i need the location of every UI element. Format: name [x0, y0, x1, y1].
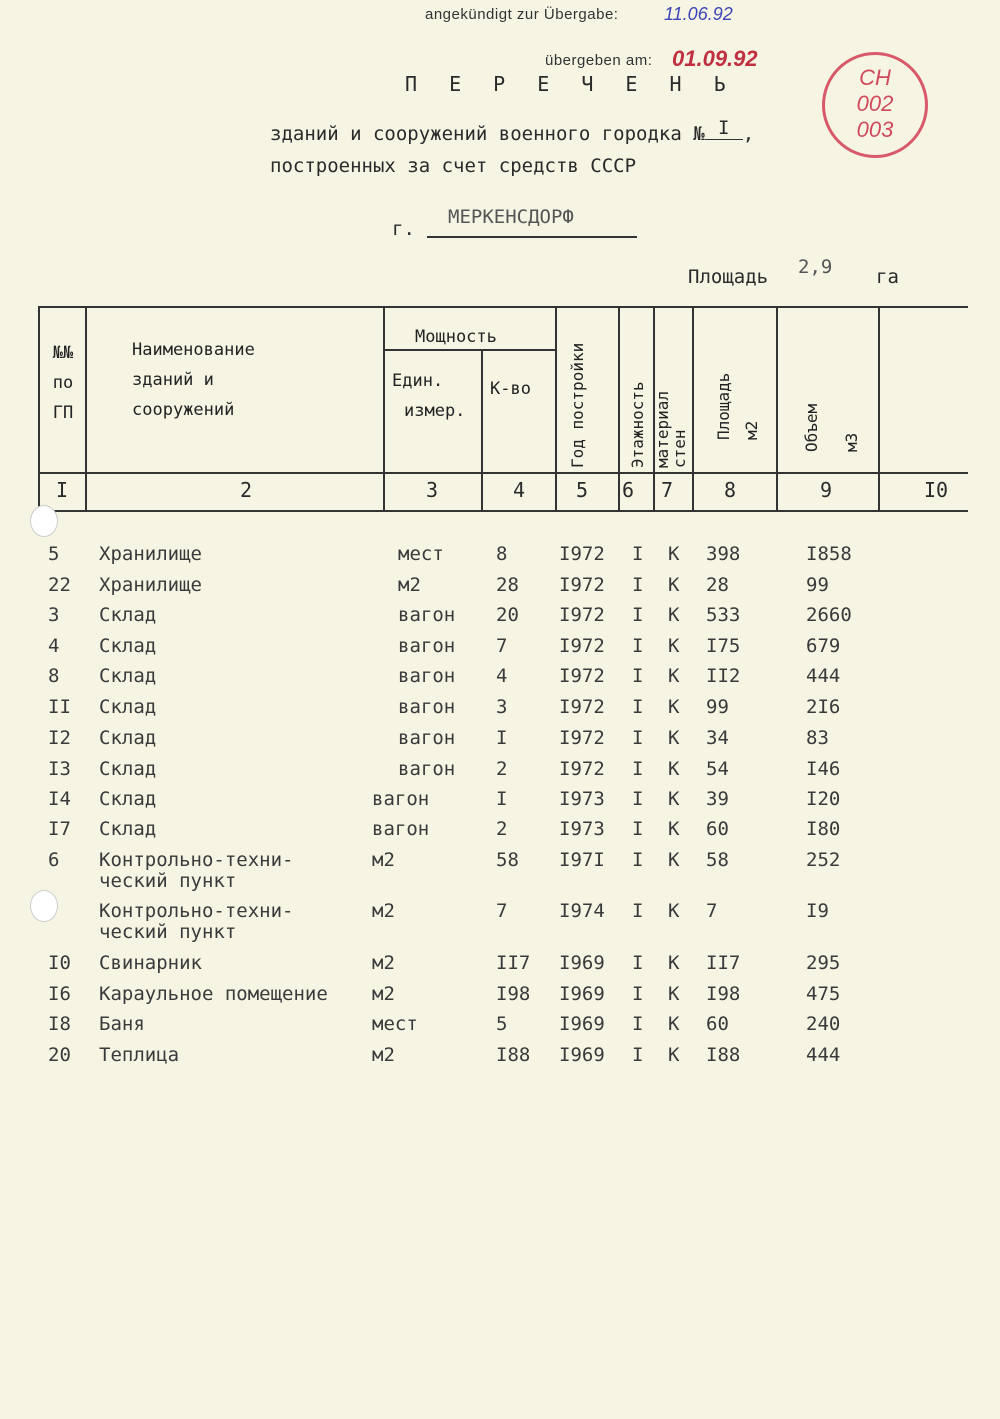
cell-unit: м2	[398, 574, 421, 596]
cell-year: I972	[559, 574, 605, 596]
title-line-1-suffix: ,	[742, 123, 755, 145]
cell-no: I0	[48, 952, 71, 974]
cell-unit: мест	[398, 543, 444, 565]
col-border-8	[776, 306, 778, 512]
cell-no: I7	[48, 818, 71, 840]
announced-date: 11.06.92	[664, 4, 733, 24]
cell-year: I969	[559, 952, 605, 974]
cell-name: Склад	[99, 665, 157, 687]
archive-seal	[822, 52, 928, 158]
cell-area: I88	[706, 1044, 741, 1066]
cell-qty: 7	[496, 900, 508, 922]
cell-mat: К	[668, 900, 680, 922]
cell-unit: вагон	[398, 727, 456, 749]
cell-vol: I9	[806, 900, 829, 922]
cell-area: 60	[706, 1013, 729, 1035]
cell-floors: I	[632, 1013, 644, 1035]
cell-qty: 2	[496, 758, 508, 780]
cell-area: I98	[706, 983, 741, 1005]
table-row	[0, 849, 1000, 892]
colnum-3: 3	[426, 478, 439, 502]
cell-mat: К	[668, 788, 680, 810]
cell-floors: I	[632, 1044, 644, 1066]
cell-unit: вагон	[398, 665, 456, 687]
cell-year: I969	[559, 1013, 605, 1035]
area-unit: га	[876, 266, 899, 288]
cell-area: 54	[706, 758, 729, 780]
cell-vol: I46	[806, 758, 841, 780]
header-col5: Год постройки	[568, 342, 587, 468]
cell-year: I974	[559, 900, 605, 922]
cell-unit: м2	[372, 983, 395, 1005]
colnum-6: 6	[622, 478, 635, 502]
cell-name: Контрольно-техни-	[99, 900, 294, 922]
cell-mat: К	[668, 665, 680, 687]
cell-area: 39	[706, 788, 729, 810]
cell-qty: 7	[496, 635, 508, 657]
cell-year: I97I	[559, 849, 605, 871]
cell-mat: К	[668, 849, 680, 871]
cell-area: 7	[706, 900, 718, 922]
cell-name: Караульное помещение	[99, 983, 328, 1005]
table-row	[0, 1013, 1000, 1041]
table-row	[0, 952, 1000, 980]
cell-year: I972	[559, 635, 605, 657]
col-border-7	[692, 306, 694, 512]
announced-label: angekündigt zur Übergabe:	[425, 6, 619, 23]
colnum-9: 9	[820, 478, 833, 502]
cell-area: 398	[706, 543, 741, 565]
cell-unit: мест	[372, 1013, 418, 1035]
table-row	[0, 758, 1000, 786]
header-col7-line2: стен	[670, 429, 689, 468]
cell-vol: 240	[806, 1013, 841, 1035]
cell-name: Склад	[99, 758, 157, 780]
cell-qty: 8	[496, 543, 508, 565]
cell-area: 34	[706, 727, 729, 749]
cell-vol: 295	[806, 952, 841, 974]
city-underline	[427, 236, 637, 238]
cell-year: I973	[559, 788, 605, 810]
cell-mat: К	[668, 727, 680, 749]
table-row	[0, 727, 1000, 755]
cell-year: I973	[559, 818, 605, 840]
col-border-2	[383, 306, 385, 512]
cell-no: I8	[48, 1013, 71, 1035]
table-row	[0, 543, 1000, 571]
cell-floors: I	[632, 849, 644, 871]
handed-label: übergeben am:	[545, 52, 653, 69]
header-col8-line1: Площадь	[714, 372, 733, 440]
table-row	[0, 604, 1000, 632]
colnum-10: I0	[924, 478, 949, 502]
cell-year: I972	[559, 604, 605, 626]
header-col6: Этажность	[628, 381, 647, 468]
cell-name: Склад	[99, 788, 157, 810]
cell-qty: 4	[496, 665, 508, 687]
header-capacity: Мощность	[415, 327, 497, 347]
cell-mat: К	[668, 818, 680, 840]
cell-name: Хранилище	[99, 574, 202, 596]
cell-unit: м2	[372, 900, 395, 922]
col-border-1	[85, 306, 87, 512]
cell-floors: I	[632, 635, 644, 657]
header-col3-line2: измер.	[404, 401, 466, 421]
cell-unit: вагон	[372, 788, 430, 810]
cell-mat: К	[668, 635, 680, 657]
cell-mat: К	[668, 758, 680, 780]
cell-no: 3	[48, 604, 60, 626]
header-col1-line1: №№	[52, 343, 74, 363]
cell-no: I3	[48, 758, 71, 780]
punch-hole-bottom	[30, 890, 58, 922]
city-prefix: г.	[392, 218, 415, 240]
cell-floors: I	[632, 604, 644, 626]
cell-qty: I	[496, 727, 508, 749]
cell-area: 533	[706, 604, 741, 626]
header-col1-line3: ГП	[52, 403, 74, 423]
cell-year: I972	[559, 758, 605, 780]
header-col7-line1: материал	[653, 390, 672, 468]
punch-hole-top	[30, 505, 58, 537]
header-col2-line2: зданий и	[132, 370, 214, 390]
cell-vol: I80	[806, 818, 841, 840]
header-col8	[710, 340, 766, 440]
cell-area: 60	[706, 818, 729, 840]
cell-vol: 252	[806, 849, 841, 871]
cell-floors: I	[632, 818, 644, 840]
colnum-2: 2	[240, 478, 253, 502]
cell-vol: 83	[806, 727, 829, 749]
cell-name: Свинарник	[99, 952, 202, 974]
cell-vol: 475	[806, 983, 841, 1005]
cell-year: I972	[559, 543, 605, 565]
cell-mat: К	[668, 1013, 680, 1035]
col-border-4	[555, 306, 557, 512]
title-line-2: построенных за счет средств СССР	[270, 155, 637, 177]
area-label: Площадь	[688, 266, 769, 288]
cell-vol: 99	[806, 574, 829, 596]
cell-floors: I	[632, 543, 644, 565]
cell-unit: вагон	[372, 818, 430, 840]
cell-floors: I	[632, 952, 644, 974]
cell-mat: К	[668, 543, 680, 565]
cell-unit: м2	[372, 1044, 395, 1066]
cell-floors: I	[632, 727, 644, 749]
cell-name-continued: ческий пункт	[99, 870, 237, 892]
header-col2-line3: сооружений	[132, 400, 235, 420]
cell-floors: I	[632, 758, 644, 780]
cell-unit: вагон	[398, 758, 456, 780]
cell-name: Склад	[99, 635, 157, 657]
cell-mat: К	[668, 983, 680, 1005]
cell-no: 5	[48, 543, 60, 565]
cell-year: I972	[559, 727, 605, 749]
cell-no: I4	[48, 788, 71, 810]
cell-unit: м2	[372, 952, 395, 974]
cell-name: Теплица	[99, 1044, 180, 1066]
handed-date: 01.09.92	[672, 46, 758, 71]
table-top-line	[38, 306, 968, 308]
cell-qty: 3	[496, 696, 508, 718]
cell-area: I75	[706, 635, 741, 657]
cell-unit: м2	[372, 849, 395, 871]
cell-mat: К	[668, 696, 680, 718]
cell-qty: 28	[496, 574, 519, 596]
cell-no: II	[48, 696, 71, 718]
cell-no: 20	[48, 1044, 71, 1066]
table-row	[0, 696, 1000, 724]
colnum-7: 7	[661, 478, 674, 502]
cell-floors: I	[632, 574, 644, 596]
colnum-8: 8	[724, 478, 737, 502]
cell-year: I969	[559, 983, 605, 1005]
cell-vol: 2660	[806, 604, 852, 626]
city-name: МЕРКЕНСДОРФ	[448, 206, 574, 228]
cell-vol: 679	[806, 635, 841, 657]
colnum-4: 4	[513, 478, 526, 502]
col-border-3	[481, 349, 483, 512]
cell-unit: вагон	[398, 635, 456, 657]
cell-mat: К	[668, 574, 680, 596]
seal-line-2: 002	[856, 91, 894, 116]
table-header-bottom-line	[38, 472, 968, 474]
cell-unit: вагон	[398, 604, 456, 626]
cell-qty: 2	[496, 818, 508, 840]
header-col3	[392, 366, 465, 426]
cell-floors: I	[632, 696, 644, 718]
table-row	[0, 1044, 1000, 1072]
area-value: 2,9	[798, 256, 833, 278]
seal-line-1: СН	[859, 65, 891, 90]
cell-floors: I	[632, 665, 644, 687]
cell-area: 58	[706, 849, 729, 871]
cell-name: Склад	[99, 818, 157, 840]
header-col4: К-во	[490, 379, 531, 399]
cell-name-continued: ческий пункт	[99, 921, 237, 943]
cell-vol: 2I6	[806, 696, 841, 718]
col-border-9	[878, 306, 880, 512]
cell-qty: 58	[496, 849, 519, 871]
cell-mat: К	[668, 604, 680, 626]
table-row	[0, 900, 1000, 943]
header-col8-line2: м2	[742, 420, 761, 440]
cell-name: Склад	[99, 604, 157, 626]
cell-area: 28	[706, 574, 729, 596]
cell-year: I972	[559, 696, 605, 718]
cell-no: 4	[48, 635, 60, 657]
header-col2-line1: Наименование	[132, 340, 255, 360]
header-col1-line2: по	[52, 373, 74, 393]
garrison-number: I	[705, 117, 743, 140]
header-col9	[792, 380, 872, 452]
cell-vol: 444	[806, 665, 841, 687]
seal-line-3: 003	[856, 117, 894, 142]
cell-unit: вагон	[398, 696, 456, 718]
title-line-1-prefix: зданий и сооружений военного городка №	[270, 123, 705, 145]
header-col7	[654, 310, 688, 468]
cell-name: Склад	[99, 696, 157, 718]
header-col9-line2: м3	[842, 432, 861, 452]
table-row	[0, 635, 1000, 663]
cell-vol: I20	[806, 788, 841, 810]
cell-no: 22	[48, 574, 71, 596]
colnum-1: I	[56, 478, 69, 502]
cell-vol: I858	[806, 543, 852, 565]
cell-mat: К	[668, 1044, 680, 1066]
cell-area: 99	[706, 696, 729, 718]
col-border-0	[38, 306, 40, 512]
cell-qty: I98	[496, 983, 531, 1005]
col-border-5	[618, 306, 620, 512]
table-row	[0, 574, 1000, 602]
header-col3-line1: Един.	[392, 371, 444, 391]
header-col1	[46, 338, 80, 428]
table-numbers-bottom-line	[38, 510, 968, 512]
cell-area: II2	[706, 665, 741, 687]
cell-no: 8	[48, 665, 60, 687]
header-col2	[132, 335, 255, 425]
cell-qty: I88	[496, 1044, 531, 1066]
cell-name: Контрольно-техни-	[99, 849, 294, 871]
cell-mat: К	[668, 952, 680, 974]
header-col9-line1: Объем	[802, 403, 821, 452]
cell-area: II7	[706, 952, 741, 974]
cell-no: I2	[48, 727, 71, 749]
cell-no: 6	[48, 849, 60, 871]
cell-qty: I	[496, 788, 508, 810]
table-row	[0, 665, 1000, 693]
cell-vol: 444	[806, 1044, 841, 1066]
title-line-1	[270, 117, 755, 146]
document-title: П Е Р Е Ч Е Н Ь	[405, 72, 736, 96]
table-row	[0, 983, 1000, 1011]
cell-qty: II7	[496, 952, 531, 974]
cell-year: I969	[559, 1044, 605, 1066]
cell-name: Склад	[99, 727, 157, 749]
cell-qty: 5	[496, 1013, 508, 1035]
table-row	[0, 818, 1000, 846]
cell-floors: I	[632, 788, 644, 810]
colnum-5: 5	[576, 478, 589, 502]
cell-floors: I	[632, 900, 644, 922]
cell-name: Хранилище	[99, 543, 202, 565]
cell-floors: I	[632, 983, 644, 1005]
cell-qty: 20	[496, 604, 519, 626]
cell-year: I972	[559, 665, 605, 687]
table-row	[0, 788, 1000, 816]
cell-no: I6	[48, 983, 71, 1005]
cell-name: Баня	[99, 1013, 145, 1035]
